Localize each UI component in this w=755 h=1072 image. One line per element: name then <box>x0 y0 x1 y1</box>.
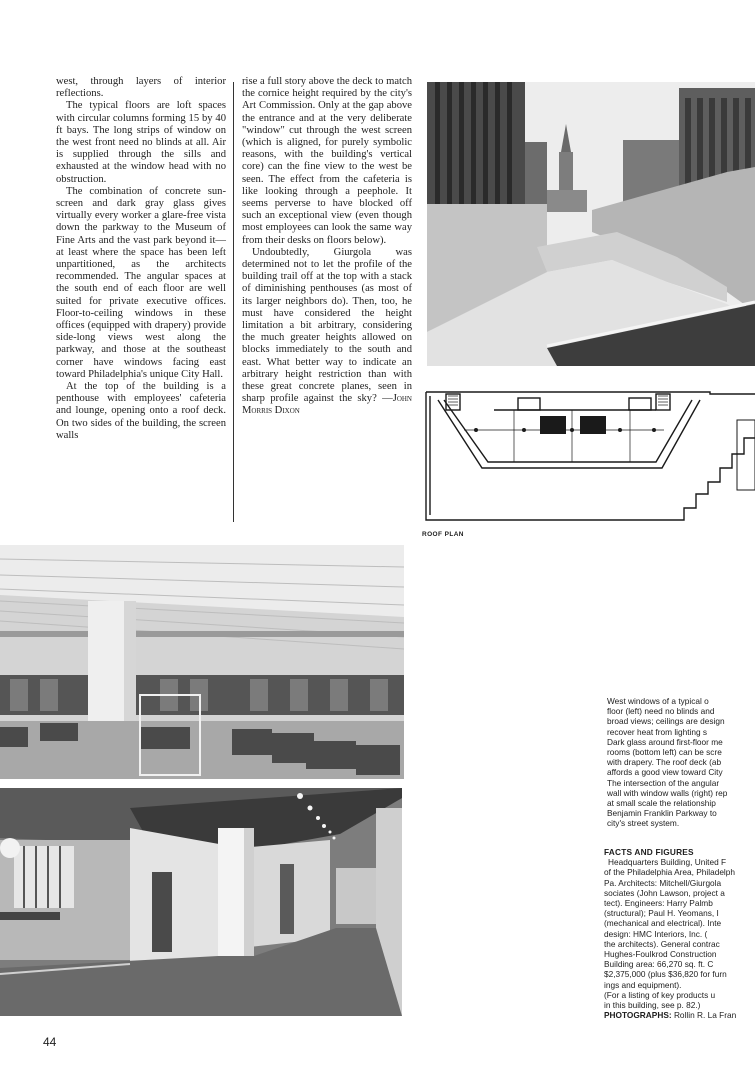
facts-and-figures <box>604 847 755 1020</box>
author-byline: John Morris Dixon <box>242 393 412 417</box>
facts-line: sociates (John Lawson, project a <box>604 887 725 898</box>
roof-plan-drawing <box>424 390 755 524</box>
facts-line: Pa. Architects: Mitchell/Giurgola <box>604 877 722 888</box>
corridor-meeting-room-photo <box>0 788 402 1016</box>
caption-line: recover heat from lighting s <box>607 726 708 737</box>
caption-line: Benjamin Franklin Parkway to <box>607 808 717 819</box>
facts-line: Hughes-Foulkrod Construction <box>604 949 717 960</box>
photo-credit <box>604 1010 755 1020</box>
photo-credit-label: PHOTOGRAPHS: <box>604 1010 672 1021</box>
facts-line: (mechanical and electrical). Inte <box>604 918 722 929</box>
article-paragraph: The combination of concrete sun-screen and dark gray glass gives virtually every worker a glare-free vista down the parkway to the Museum of Fine Arts and the vast park beyond it—at least where the space has been left unpartitioned, as the architects recommended. The angular spaces at the south end of each floor are well suited for private executive offices. Floor-to-ceiling windows in these offices (equipped with drapery) provide side-long views west along the parkway, and those at the southeast corner have windows facing east toward Philadelphia's unique City Hall. <box>56 185 226 380</box>
article-paragraph: At the top of the building is a penthouse with employees' cafeteria and lounge, opening onto a roof deck. On two sides of the building, the screen walls <box>56 381 226 441</box>
article-paragraph-text: Undoubtedly, Giurgola was determined not to let the profile of the building trail off at the top with a stack of diminishing penthouses (as most of its larger neighbors do). Then, too, he must have considered the height limitation a bit arbitrary, considering the much greater heights allowed on blocks immediately to the south and east. What better way to indicate an arbitrary height restriction than with these great concrete planes, seen in sharp profile against the sky? — <box>242 246 412 405</box>
facts-line: design: HMC Interiors, Inc. ( <box>604 928 708 939</box>
photo-caption <box>607 696 755 829</box>
facts-line: (structural); Paul H. Yeomans, I <box>604 908 719 919</box>
photo-credit-name: Rollin R. La Fran <box>673 1010 737 1021</box>
facts-note-line: in this building, see p. 82.) <box>604 1000 701 1011</box>
caption-line: at small scale the relationship <box>607 798 716 809</box>
caption-line: The intersection of the angular <box>607 777 720 788</box>
article-column-2 <box>242 76 412 418</box>
facts-line: Headquarters Building, United F <box>608 857 727 868</box>
facts-heading: FACTS AND FIGURES <box>604 847 694 857</box>
facts-line: $2,375,000 (plus $36,820 for furn <box>604 969 727 980</box>
roof-deck-photo <box>427 82 755 366</box>
article-paragraph <box>242 247 412 418</box>
caption-line: with drapery. The roof deck (ab <box>607 757 722 768</box>
typical-floor-office-photo <box>0 545 404 779</box>
roof-plan-label: ROOF PLAN <box>422 531 464 538</box>
caption-line: floor (left) need no blinds and <box>607 706 715 717</box>
article-column-1 <box>56 76 226 442</box>
caption-line: city's street system. <box>607 818 680 829</box>
column-divider <box>233 82 234 522</box>
facts-line: tect). Engineers: Harry Palmb <box>604 898 713 909</box>
article-paragraph: rise a full story above the deck to match the cornice height required by the city's Art Commission. Only at the gap above the entrance and at the very deliberate "window" cut through the west screen (which is aligned, for purely symbolic reasons, with the building's vertical core) can the fine view to the west be seen. The effect from the cafeteria is like looking through a peephole. It seems perverse to have blocked off such an exceptional view (even though most employees can look the same way from their desks on floors below). <box>242 76 412 246</box>
facts-line: ings and equipment). <box>604 979 682 990</box>
facts-note-line: (For a listing of key products u <box>604 989 716 1000</box>
caption-line: rooms (bottom left) can be scre <box>607 747 722 758</box>
caption-line: affords a good view toward City <box>607 767 723 778</box>
article-paragraph: west, through layers of interior reflections. <box>56 76 226 100</box>
article-paragraph: The typical floors are loft spaces with circular columns forming 15 by 40 ft bays. The long strips of window on the west front need no blinds at all. Air is supplied through the sills and exhausted at the window head with no obstruction. <box>56 100 226 185</box>
caption-line: West windows of a typical o <box>607 696 709 706</box>
caption-line: Dark glass around first-floor me <box>607 736 723 747</box>
page-number: 44 <box>43 1035 57 1049</box>
caption-line: broad views; ceilings are design <box>607 716 725 727</box>
facts-line: Building area: 66,270 sq. ft. C <box>604 959 714 970</box>
facts-line: of the Philadelphia Area, Philadelph <box>604 867 736 878</box>
facts-line: the architects). General contrac <box>604 938 720 949</box>
caption-line: wall with window walls (right) rep <box>607 787 728 798</box>
